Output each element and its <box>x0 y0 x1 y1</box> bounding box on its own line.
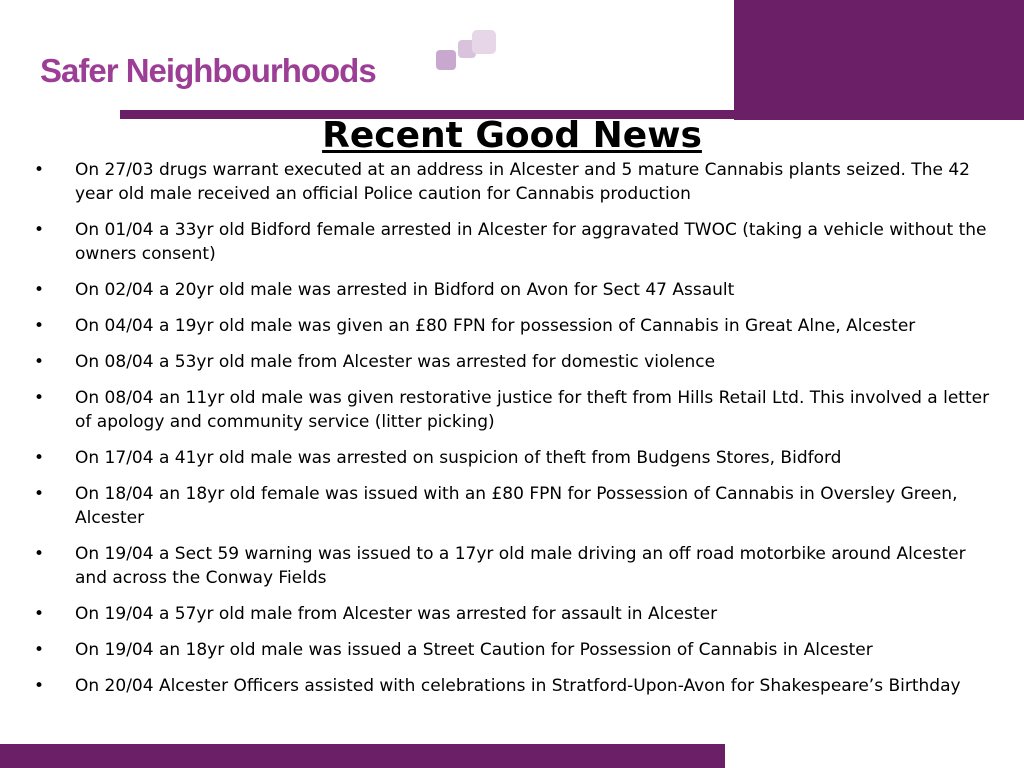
list-item <box>0 158 1024 206</box>
slide-title-text: Recent Good News <box>322 115 702 156</box>
logo-text: Safer Neighbourhoods <box>40 52 376 89</box>
bullet: • <box>34 388 45 408</box>
bullet: • <box>34 280 45 300</box>
list-item <box>0 482 1024 530</box>
news-text: On 19/04 an 18yr old male was issued a Street Caution for Possession of Cannabis in Alcester <box>75 640 873 660</box>
bullet: • <box>34 640 45 660</box>
footer-accent-bar <box>0 744 725 768</box>
bullet: • <box>34 220 45 240</box>
bullet: • <box>34 448 45 468</box>
list-item <box>0 542 1024 590</box>
list-item <box>0 218 1024 266</box>
safer-neighbourhoods-logo <box>40 28 510 98</box>
list-item <box>0 278 1024 302</box>
list-item <box>0 674 1024 698</box>
header-accent-block <box>734 0 1024 120</box>
bullet: • <box>34 484 45 504</box>
bullet: • <box>34 316 45 336</box>
news-text: On 01/04 a 33yr old Bidford female arrested in Alcester for aggravated TWOC (taking a vehicle without the owners consent) <box>75 220 987 264</box>
list-item <box>0 386 1024 434</box>
news-text: On 19/04 a 57yr old male from Alcester was arrested for assault in Alcester <box>75 604 718 624</box>
news-text: On 08/04 an 11yr old male was given restorative justice for theft from Hills Retail Ltd. This involved a letter of apology and community service (litter picking) <box>75 388 990 432</box>
bullet: • <box>34 676 45 696</box>
list-item <box>0 602 1024 626</box>
news-text: On 27/03 drugs warrant executed at an address in Alcester and 5 mature Cannabis plants seized. The 42 year old male received an official Police caution for Cannabis production <box>75 160 970 204</box>
bullet: • <box>34 604 45 624</box>
list-item <box>0 314 1024 338</box>
logo-squares-icon <box>436 28 500 72</box>
news-text: On 08/04 a 53yr old male from Alcester was arrested for domestic violence <box>75 352 716 372</box>
bullet: • <box>34 160 45 180</box>
news-text: On 02/04 a 20yr old male was arrested in Bidford on Avon for Sect 47 Assault <box>75 280 735 300</box>
news-text: On 20/04 Alcester Officers assisted with celebrations in Stratford-Upon-Avon for Shakespeare’s Birthday <box>75 676 961 696</box>
news-text: On 17/04 a 41yr old male was arrested on suspicion of theft from Budgens Stores, Bidford <box>75 448 842 468</box>
slide-title <box>0 112 1024 160</box>
bullet: • <box>34 544 45 564</box>
list-item <box>0 638 1024 662</box>
news-text: On 19/04 a Sect 59 warning was issued to a 17yr old male driving an off road motorbike around Alcester and across the Conway Fields <box>75 544 966 588</box>
news-text: On 04/04 a 19yr old male was given an £80 FPN for possession of Cannabis in Great Alne, Alcester <box>75 316 916 336</box>
news-list <box>0 158 1024 710</box>
news-text: On 18/04 an 18yr old female was issued with an £80 FPN for Possession of Cannabis in Oversley Green, Alcester <box>75 484 958 528</box>
bullet: • <box>34 352 45 372</box>
list-item <box>0 350 1024 374</box>
list-item <box>0 446 1024 470</box>
